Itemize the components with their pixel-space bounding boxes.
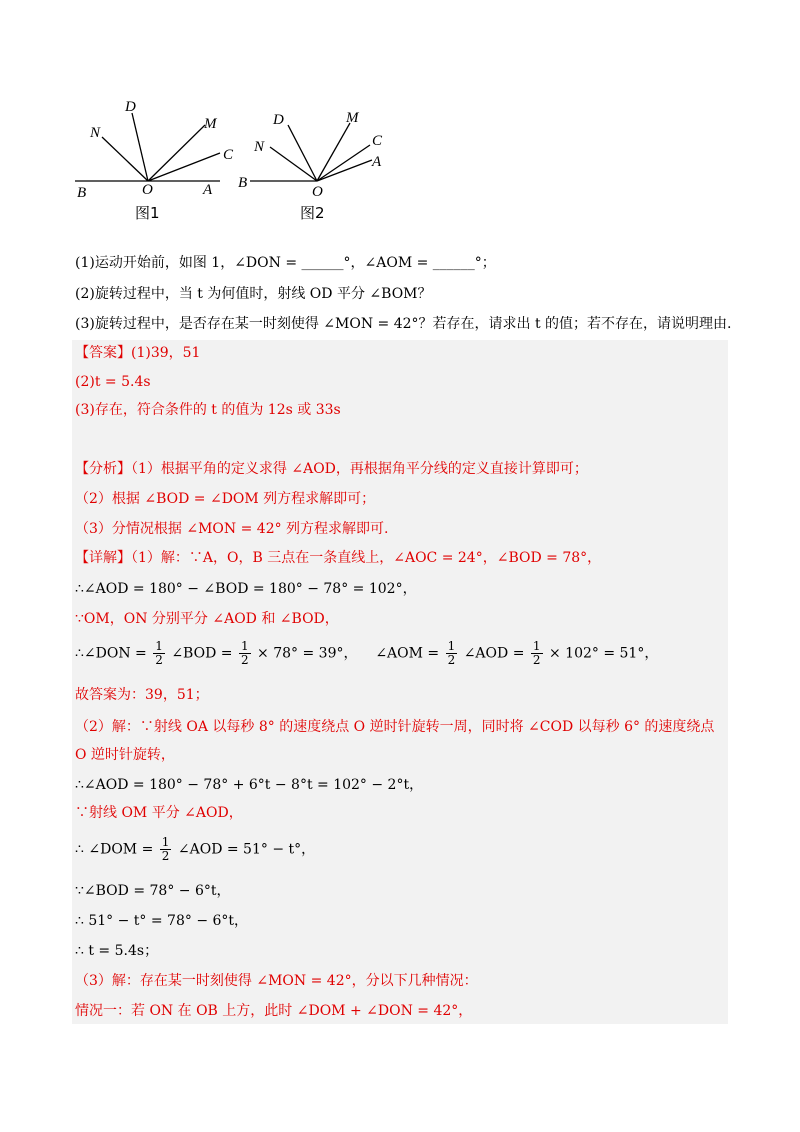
fraction-half: $\frac{1}{2}$ — [155, 639, 163, 667]
aom-result: × 102° = 51°， — [548, 645, 659, 662]
dom-eq-prefix: ∴∠DON = — [75, 645, 147, 662]
detail-line-5: 故答案为：39，51； — [75, 687, 209, 703]
dom-result: × 78° = 39°， — [257, 645, 358, 662]
detail-line-2: ∴∠AOD = 180° − ∠BOD = 180° − 78° = 102°， — [75, 581, 417, 597]
question-3: (3)旋转过程中，是否存在某一时刻使得 ∠MON = 42°？若存在，请求出 t 的值；若不存在，请说明理由. — [75, 316, 732, 332]
detail-line-13: （3）解：存在某一时刻使得 ∠MON = 42°，分以下几种情况： — [75, 973, 478, 989]
detail-line-7: ∴∠AOD = 180° − 78° + 6°t − 8°t = 102° − 2°t， — [75, 777, 424, 793]
analysis-part-2: （2）根据 ∠BOD = ∠DOM 列方程求解即可； — [75, 491, 376, 507]
analysis-heading: 【分析】（1）根据平角的定义求得 ∠AOD，再根据角平分线的定义直接计算即可； — [75, 461, 588, 477]
fig1-label-d: D — [125, 99, 136, 115]
fig1-label-a: A — [203, 182, 213, 198]
fraction-half: $\frac{1}{2}$ — [161, 835, 170, 863]
fraction-half: $\frac{1}{2}$ — [447, 639, 456, 667]
detail-line-11: ∴ 51° − t° = 78° − 6°t， — [75, 913, 249, 929]
therefore-symbol: ∴ — [75, 841, 84, 858]
question-1: (1)运动开始前，如图 1，∠DON = ______°，∠AOM = ______°； — [75, 255, 496, 271]
fig1-label-b: B — [77, 185, 87, 201]
detail-line-12: ∴ t = 5.4s； — [75, 943, 159, 959]
fig2-label-m: M — [346, 110, 359, 126]
analysis-part-3: （3）分情况根据 ∠MON = 42° 列方程求解即可. — [75, 521, 389, 537]
detail-line-4 — [75, 640, 658, 667]
fraction-half: $\frac{1}{2}$ — [532, 639, 541, 667]
detail-line-8: ∵射线 OM 平分 ∠AOD， — [75, 805, 243, 821]
aod-eq: ∠AOD = — [463, 645, 525, 662]
detail-line-3: ∵OM，ON 分别平分 ∠AOD 和 ∠BOD， — [75, 611, 339, 627]
figure-1 — [75, 113, 220, 181]
aod-result: ∠AOD = 51° − t°， — [177, 841, 316, 858]
fig1-caption: 图1 — [135, 204, 160, 222]
answer-line-2: (2)t = 5.4s — [75, 374, 151, 390]
bod-eq: ∠BOD = — [171, 645, 233, 662]
fig1-label-o: O — [142, 182, 153, 198]
detail-line-9 — [75, 836, 315, 863]
detail-line-14: 情况一：若 ON 在 OB 上方，此时 ∠DOM + ∠DON = 42°， — [75, 1003, 473, 1019]
answer-line-3: (3)存在，符合条件的 t 的值为 12s 或 33s — [75, 402, 341, 418]
fig1-label-c: C — [223, 147, 234, 163]
fig1-label-m: M — [204, 116, 217, 132]
question-2: (2)旋转过程中，当 t 为何值时，射线 OD 平分 ∠BOM？ — [75, 286, 432, 302]
fig2-label-n: N — [254, 139, 265, 155]
detail-line-1: 【详解】（1）解：∵A，O，B 三点在一条直线上，∠AOC = 24°，∠BOD = 78°， — [75, 550, 602, 566]
geometry-figures — [70, 95, 400, 230]
detail-line-10: ∵∠BOD = 78° − 6°t， — [75, 883, 231, 899]
fig2-label-o: O — [312, 184, 323, 200]
fraction-half: $\frac{1}{2}$ — [240, 639, 249, 667]
aom-eq-prefix: ∠AOM = — [375, 645, 440, 662]
detail-line-6: （2）解：∵射线 OA 以每秒 8° 的速度绕点 O 逆时针旋转一周，同时将 ∠COD 以每秒 6° 的速度绕点 O 逆时针旋转， — [75, 719, 715, 763]
fig2-label-b: B — [238, 175, 248, 191]
figure-2 — [250, 123, 372, 181]
fig2-label-c: C — [372, 133, 383, 149]
fig2-caption: 图2 — [300, 204, 325, 222]
figures-svg — [70, 95, 400, 230]
fig2-label-a: A — [372, 154, 382, 170]
answer-line-1: 【答案】(1)39，51 — [75, 345, 201, 361]
dom-eq: ∠DOM = — [88, 841, 154, 858]
fig1-label-n: N — [90, 125, 101, 141]
fig2-label-d: D — [273, 112, 284, 128]
